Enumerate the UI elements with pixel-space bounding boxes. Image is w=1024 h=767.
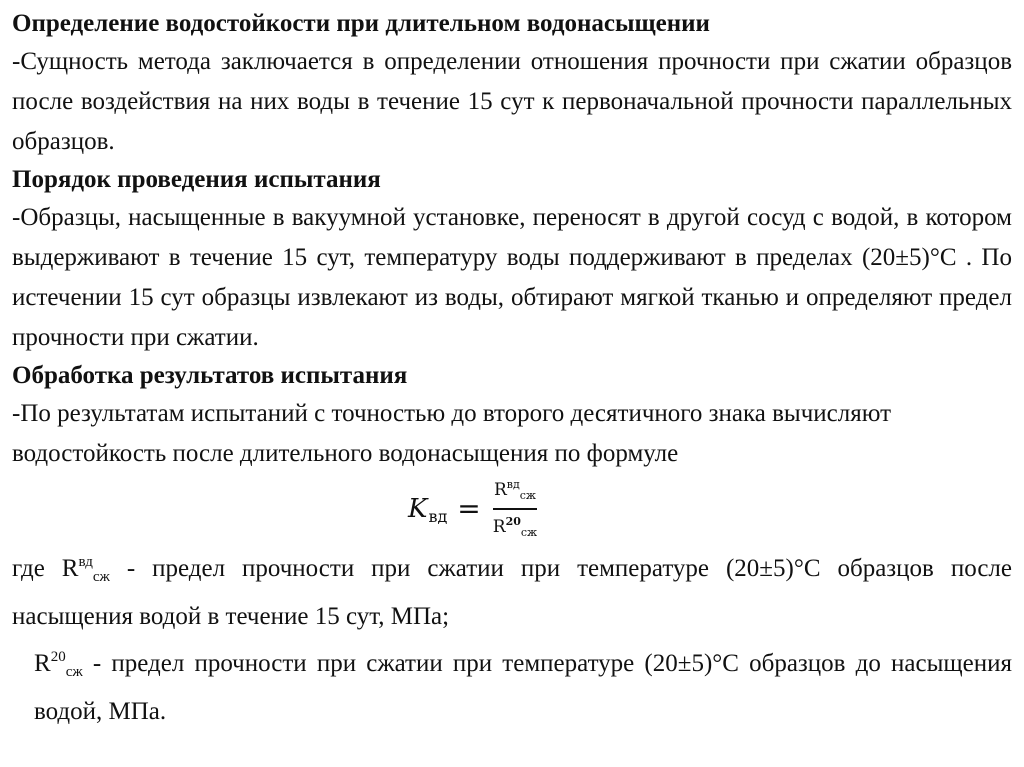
formula-denominator xyxy=(493,513,537,542)
definition-subscript: сж xyxy=(92,569,110,585)
paragraph-test-procedure: -Образцы, насыщенные в вакуумной установке, переносят в другой сосуд с водой, в котором выдерживают в течение 15 сут, температуру воды поддерживают в пределах (20±5)°C . По истечении 15 сут образцы извлекают из воды, обтирают мягкой тканью и определяют предел прочности при сжатии. xyxy=(12,204,1012,351)
numerator-superscript: вд xyxy=(506,478,520,491)
formula-block xyxy=(12,474,1012,542)
definition-superscript: 20 xyxy=(50,649,66,665)
formula-lhs: K xyxy=(408,493,428,524)
denominator-symbol: R xyxy=(492,516,506,537)
heading-results-processing: Обработка результатов испытания xyxy=(12,362,408,389)
paragraph-method-essence: -Сущность метода заключается в определении отношения прочности при сжатии образцов после воздействия на них воды в течение 15 сут к первоначальной прочности параллельных образцов. xyxy=(12,48,1012,155)
formula-lhs-subscript: вд xyxy=(428,507,448,527)
definition-symbol: R xyxy=(61,555,79,582)
definition-subscript: сж xyxy=(65,664,83,680)
formula-fraction xyxy=(493,476,537,542)
heading-test-procedure: Порядок проведения испытания xyxy=(12,166,381,193)
numerator-symbol: R xyxy=(493,480,507,500)
formula-numerator xyxy=(494,476,536,505)
denominator-superscript: 20 xyxy=(505,514,521,528)
definition-symbol: R xyxy=(34,650,51,677)
definition-r-20 xyxy=(12,637,1012,732)
heading-water-resistance: Определение водостойкости при длительном водонасыщении xyxy=(12,10,710,37)
definition-text: - предел прочности при сжатии при температуре (20±5)°С образцов после насыщения водой в течение 15 сут, МПа; xyxy=(12,555,1012,630)
paragraph-results-processing: -По результатам испытаний с точностью до второго десятичного знака вычисляют водостойкость после длительного водонасыщения по формуле xyxy=(12,400,892,467)
formula-equals: = xyxy=(457,492,481,526)
definition-text: - предел прочности при сжатии при температуре (20±5)°С образцов до насыщения водой, МПа. xyxy=(34,650,1012,725)
definition-prefix: где xyxy=(12,555,62,582)
definition-r-vd xyxy=(12,542,1012,637)
definition-superscript: вд xyxy=(78,554,93,570)
numerator-subscript: сж xyxy=(519,489,536,502)
water-resistance-formula xyxy=(408,476,537,542)
fraction-bar xyxy=(493,508,537,510)
denominator-subscript: сж xyxy=(520,525,538,539)
